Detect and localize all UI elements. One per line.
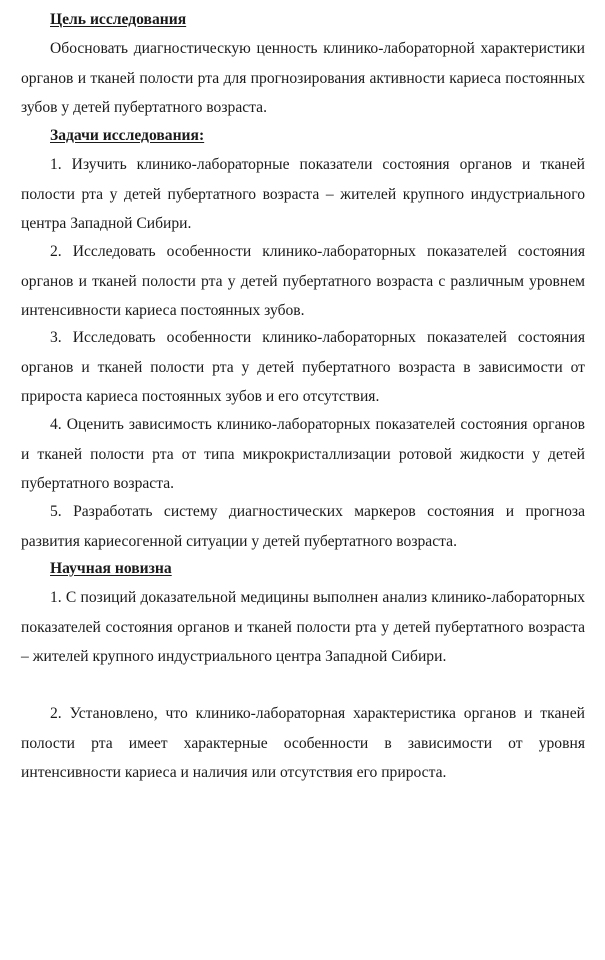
paragraph-task-4: 4. Оценить зависимость клинико-лабораторных показателей состояния органов и тканей полости рта от типа микрокристаллизации ротовой жидкости у детей пубертатного возраста. (21, 416, 585, 492)
paragraph-task-2: 2. Исследовать особенности клинико-лабораторных показателей состояния органов и тканей полости рта у детей пубертатного возраста с различным уровнем интенсивности кариеса постоянных зубов. (21, 243, 585, 319)
heading-scientific-novelty: Научная новизна (50, 560, 172, 577)
paragraph-novelty-1: 1. С позиций доказательной медицины выполнен анализ клинико-лабораторных показателей состояния органов и тканей полости рта у детей пубертатного возраста – жителей крупного индустриального центра Западной Сибири. (21, 589, 585, 665)
heading-research-goal: Цель исследования (50, 11, 187, 28)
paragraph-novelty-2: 2. Установлено, что клинико-лабораторная характеристика органов и тканей полости рта имеет характерные особенности в зависимости от уровня интенсивности кариеса и наличия или отсутствия его прироста. (21, 705, 585, 781)
paragraph-task-3: 3. Исследовать особенности клинико-лабораторных показателей состояния органов и тканей полости рта у детей пубертатного возраста в зависимости от прироста кариеса постоянных зубов и его отсутствия. (21, 329, 585, 405)
paragraph-task-5: 5. Разработать систему диагностических маркеров состояния и прогноза развития кариесогенной ситуации у детей пубертатного возраста. (21, 503, 585, 550)
heading-research-tasks: Задачи исследования: (50, 127, 205, 144)
paragraph-task-1: 1. Изучить клинико-лабораторные показатели состояния органов и тканей полости рта у детей пубертатного возраста – жителей крупного индустриального центра Западной Сибири. (21, 156, 585, 232)
paragraph-goal: Обосновать диагностическую ценность клинико-лабораторной характеристики органов и тканей полости рта для прогнозирования активности кариеса постоянных зубов у детей пубертатного возраста. (21, 40, 585, 116)
